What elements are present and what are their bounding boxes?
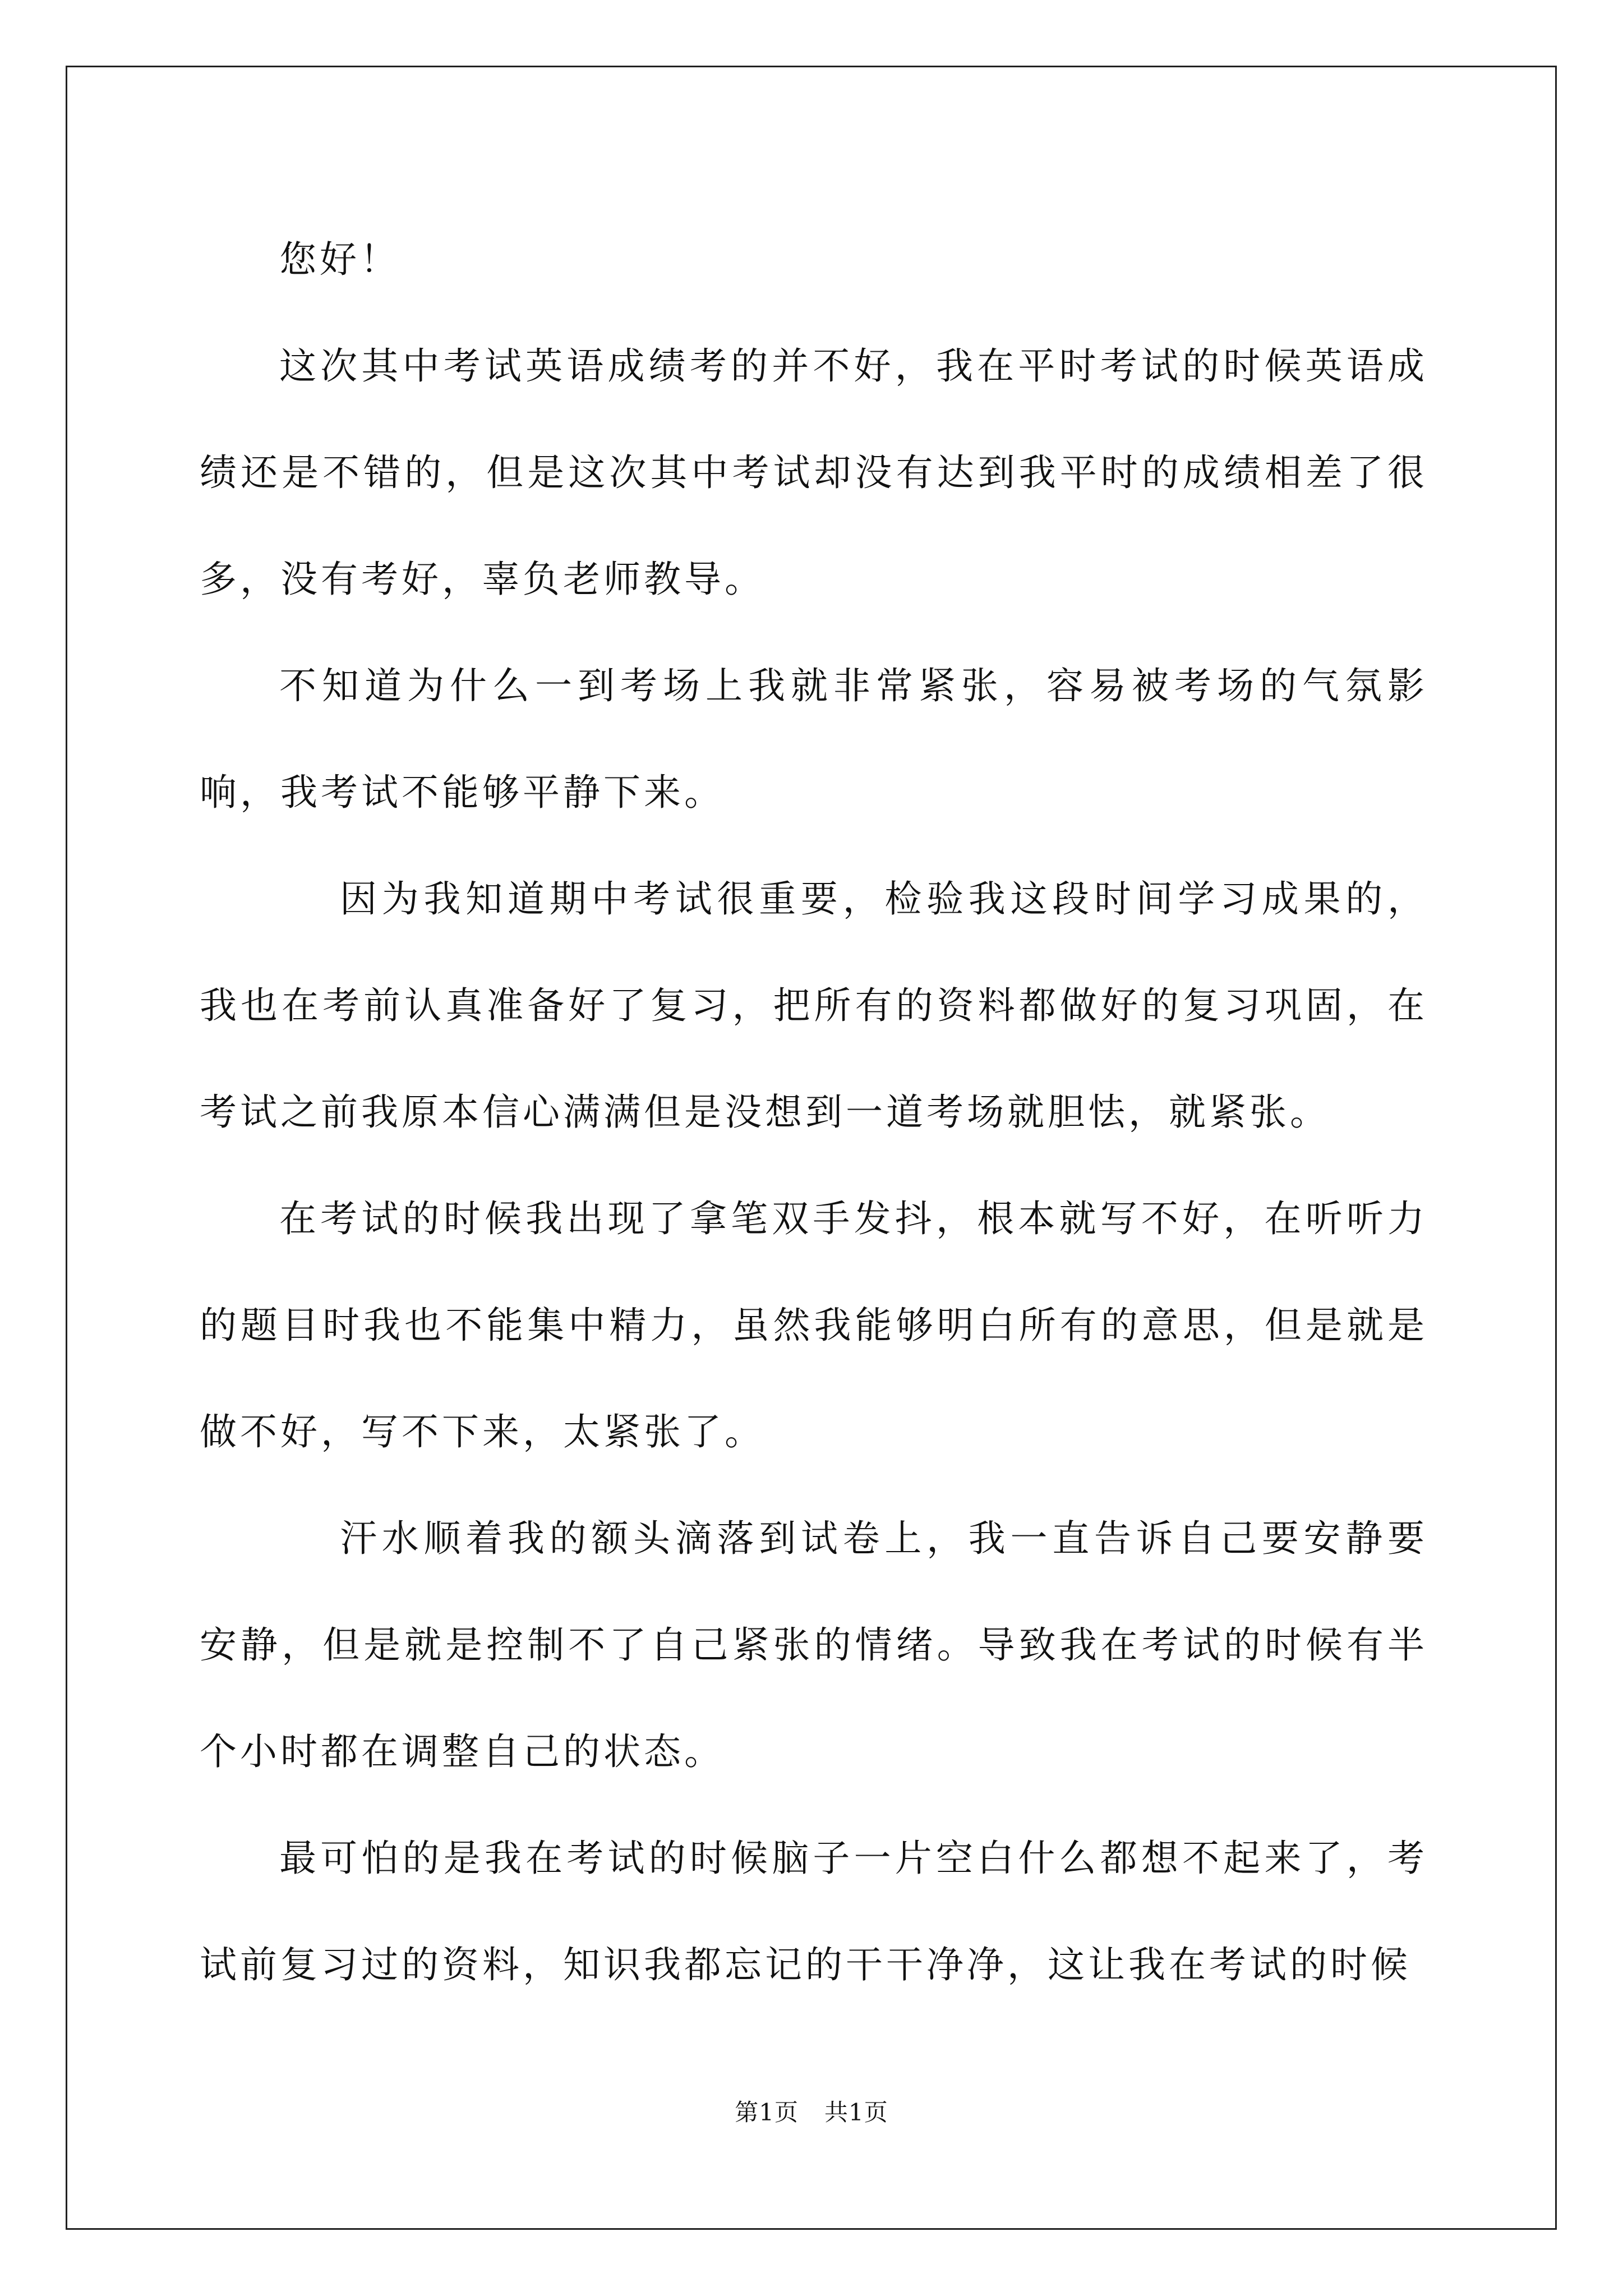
page-count: 共1页 xyxy=(824,2099,888,2126)
paragraph-1: 这次其中考试英语成绩考的并不好，我在平时考试的时候英语成绩还是不错的，但是这次其中考试却没有达到我平时的成绩相差了很多，没有考好，辜负老师教导。 xyxy=(200,344,1428,601)
page-number: 第1页 xyxy=(735,2099,799,2126)
greeting: 您好！ xyxy=(279,238,400,281)
paragraph-2: 不知道为什么一到考场上我就非常紧张，容易被考场的气氛影响，我考试不能够平静下来。 xyxy=(200,664,1428,814)
paragraph-4: 在考试的时候我出现了拿笔双手发抖，根本就写不好，在听听力的题目时我也不能集中精力，虽然我能够明白所有的意思，但是就是做不好，写不下来，太紧张了。 xyxy=(200,1197,1428,1453)
paragraph-6: 最可怕的是我在考试的时候脑子一片空白什么都想不起来了，考试前复习过的资料，知识我都忘记的干干净净，这让我在考试的时候 xyxy=(200,1837,1428,1986)
paragraph-5: 汗水顺着我的额头滴落到试卷上，我一直告诉自己要安静要安静，但是就是控制不了自己紧张的情绪。导致我在考试的时候有半个小时都在调整自己的状态。 xyxy=(200,1517,1428,1773)
letter-body xyxy=(200,206,1428,2018)
page-footer xyxy=(0,2094,1623,2128)
paragraph-3: 因为我知道期中考试很重要，检验我这段时间学习成果的，我也在考前认真准备好了复习，把所有的资料都做好的复习巩固，在考试之前我原本信心满满但是没想到一道考场就胆怯，就紧张。 xyxy=(200,877,1428,1134)
